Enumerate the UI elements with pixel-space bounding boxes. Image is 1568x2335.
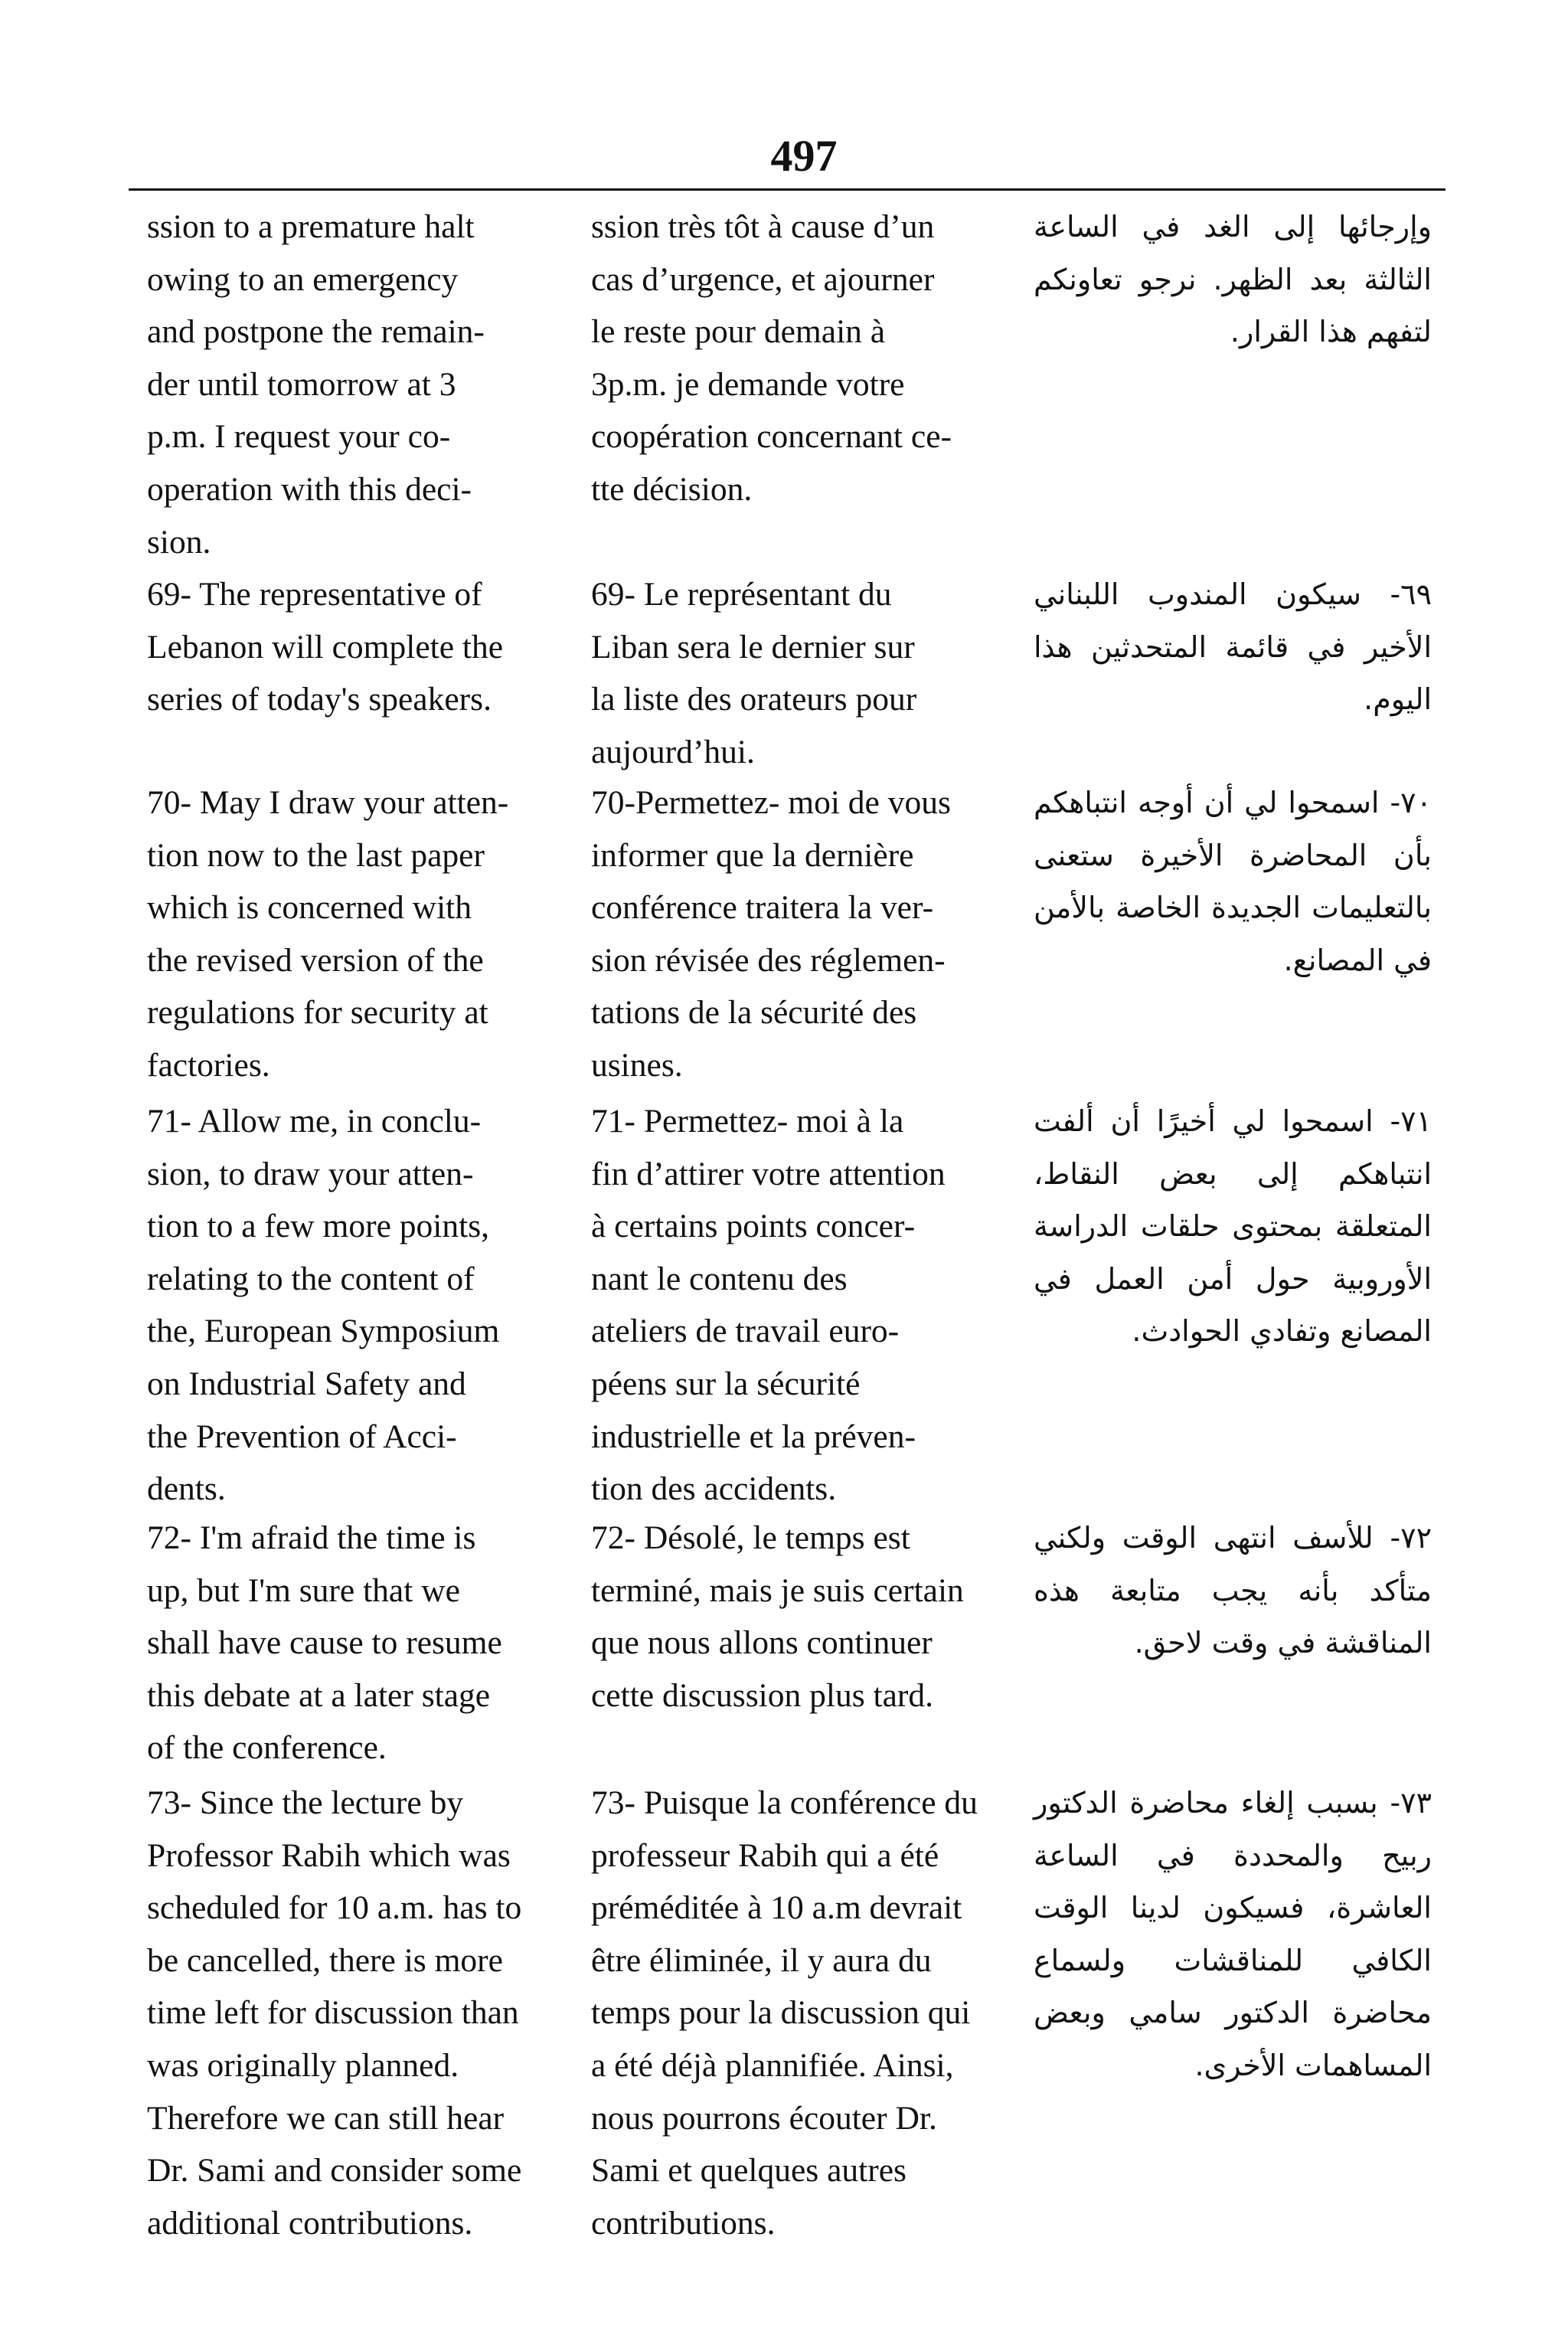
arabic-paragraph-73: ٧٣- بسبب إلغاء محاضرة الدكتور ربيح والمحددة في الساعة العاشرة، فسيكون لدينا الوقت الكافي للمناقشات ولسماع محاضرة الدكتور سامي وبعض المساهمات الأخرى. [1034,1786,1432,2082]
arabic-paragraph-70: ٧٠- اسمحوا لي أن أوجه انتباهكم بأن المحاضرة الأخيرة ستعنى بالتعليمات الجديدة الخاصة بالأمن في المصانع. [1034,786,1432,977]
arabic-paragraph-71: ٧١- اسمحوا لي أخيرًا أن ألفت انتباهكم إلى بعض النقاط، المتعلقة بمحتوى حلقات الدراسة الأوروبية حول أمن العمل في المصانع وتفادي الحوادث. [1034,1104,1432,1349]
english-paragraph-72: 72- I'm afraid the time is up, but I'm sure that we shall have cause to resume this debate at a later stage of the conference. [147,1519,502,1767]
english-paragraph-69: 69- The representative of Lebanon will complete the series of today's speakers. [147,576,504,718]
arabic-paragraph-72: ٧٢- للأسف انتهى الوقت ولكني متأكد بأنه يجب متابعة هذه المناقشة في وقت لاحق. [1034,1521,1432,1660]
french-paragraph-70: 70-Permettez- moi de vous informer que la dernière conférence traitera la ver- sion révisée des réglemen- tations de la sécurité des usines. [591,784,951,1084]
header-rule [129,188,1446,191]
arabic-paragraph-69: ٦٩- سيكون المندوب اللبناني الأخير في قائمة المتحدثين هذا اليوم. [1034,577,1432,717]
english-paragraph-68-continued: ssion to a premature halt owing to an emergency and postpone the remain- der until tomorrow at 3 p.m. I request your co- operation with this deci- sion. [147,208,485,561]
arabic-paragraph-68-continued: وإرجائها إلى الغد في الساعة الثالثة بعد الظهر. نرجو تعاونكم لتفهم هذا القرار. [1034,210,1432,349]
french-paragraph-73: 73- Puisque la conférence du professeur Rabih qui a été préméditée à 10 a.m devrait être éliminée, il y aura du temps pour la discussion qui a été déjà plannifiée. Ainsi, nous pourrons écouter Dr. Sami et quelques autres contributions. [591,1784,978,2242]
english-paragraph-73: 73- Since the lecture by Professor Rabih which was scheduled for 10 a.m. has to be cancelled, there is more time left for discussion than was originally planned. Therefore we can still hear Dr. Sami and consider some additional contributions. [147,1784,522,2242]
page-number: 497 [770,131,838,181]
french-paragraph-71: 71- Permettez- moi à la fin d’attirer votre attention à certains points concer- nant le contenu des ateliers de travail euro- péens sur la sécurité industrielle et la préven- tion des accidents. [591,1103,946,1508]
english-paragraph-71: 71- Allow me, in conclu- sion, to draw your atten- tion to a few more points, relating to the content of the, European Symposium on Industrial Safety and the Prevention of Acci- dents. [147,1103,500,1508]
french-paragraph-68-continued: ssion très tôt à cause d’un cas d’urgence, et ajourner le reste pour demain à 3p.m. je demande votre coopération concernant ce- tte décision. [591,208,952,508]
english-paragraph-70: 70- May I draw your atten- tion now to the last paper which is concerned with the revised version of the regulations for security at factories. [147,784,509,1084]
french-paragraph-72: 72- Désolé, le temps est terminé, mais je suis certain que nous allons continuer cette discussion plus tard. [591,1519,964,1714]
french-paragraph-69: 69- Le représentant du Liban sera le dernier sur la liste des orateurs pour aujourd’hui. [591,576,917,770]
